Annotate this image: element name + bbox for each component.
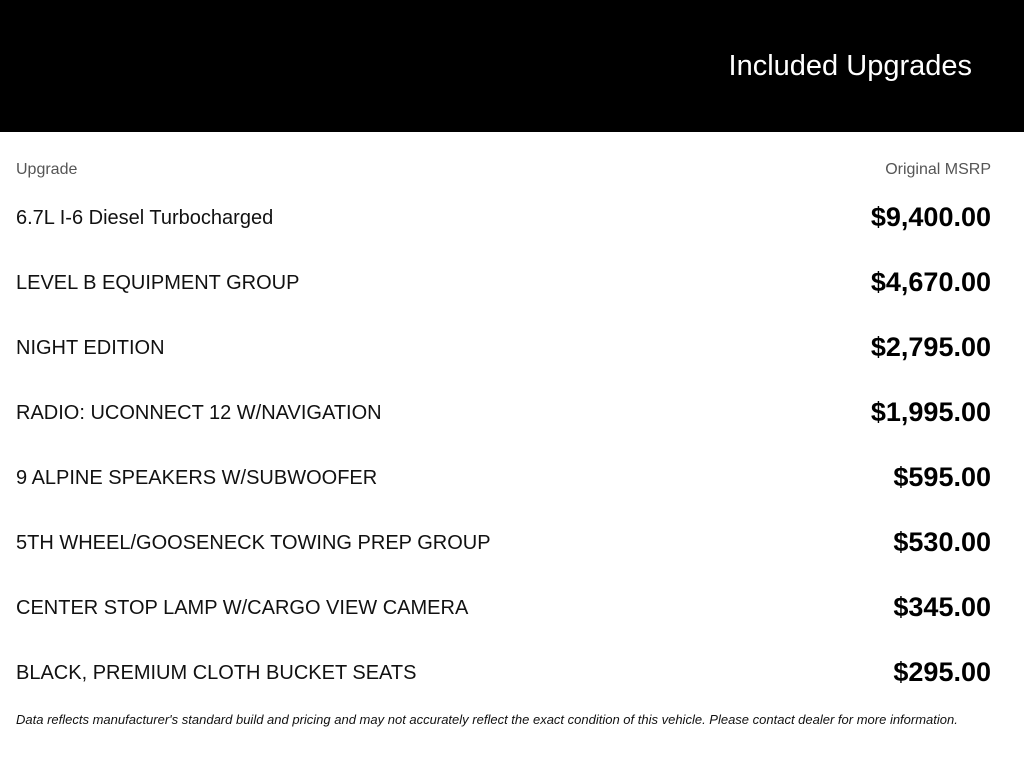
header-banner xyxy=(0,0,1024,132)
upgrade-name: 6.7L I-6 Diesel Turbocharged xyxy=(16,207,274,229)
table-row xyxy=(16,250,991,315)
page-title: Included Upgrades xyxy=(728,50,972,82)
column-header-upgrade: Upgrade xyxy=(16,161,78,178)
column-header-msrp: Original MSRP xyxy=(885,161,991,178)
upgrade-price: $9,400.00 xyxy=(870,202,991,232)
upgrade-name: 9 ALPINE SPEAKERS W/SUBWOOFER xyxy=(16,467,378,489)
upgrade-price: $595.00 xyxy=(893,462,991,492)
table-row xyxy=(16,315,991,380)
upgrade-name: RADIO: UCONNECT 12 W/NAVIGATION xyxy=(16,402,382,424)
table-row xyxy=(16,640,991,705)
table-row xyxy=(16,575,991,640)
upgrade-list xyxy=(16,185,991,705)
table-header xyxy=(16,160,991,180)
table-row xyxy=(16,510,991,575)
table-row xyxy=(16,185,991,250)
table-row xyxy=(16,445,991,510)
upgrade-name: 5TH WHEEL/GOOSENECK TOWING PREP GROUP xyxy=(16,532,491,554)
upgrade-price: $345.00 xyxy=(893,592,991,622)
upgrade-name: NIGHT EDITION xyxy=(16,337,165,359)
upgrade-price: $1,995.00 xyxy=(870,397,991,427)
upgrade-price: $295.00 xyxy=(893,657,991,687)
table-row xyxy=(16,380,991,445)
upgrade-price: $2,795.00 xyxy=(870,332,991,362)
upgrade-price: $530.00 xyxy=(893,527,991,557)
disclaimer-text: Data reflects manufacturer's standard build and pricing and may not accurately reflect the exact condition of this vehicle. Please contact dealer for more information. xyxy=(16,712,958,727)
upgrade-name: LEVEL B EQUIPMENT GROUP xyxy=(16,272,300,294)
upgrade-name: CENTER STOP LAMP W/CARGO VIEW CAMERA xyxy=(16,597,469,619)
upgrade-price: $4,670.00 xyxy=(870,267,991,297)
upgrade-name: BLACK, PREMIUM CLOTH BUCKET SEATS xyxy=(16,662,417,684)
